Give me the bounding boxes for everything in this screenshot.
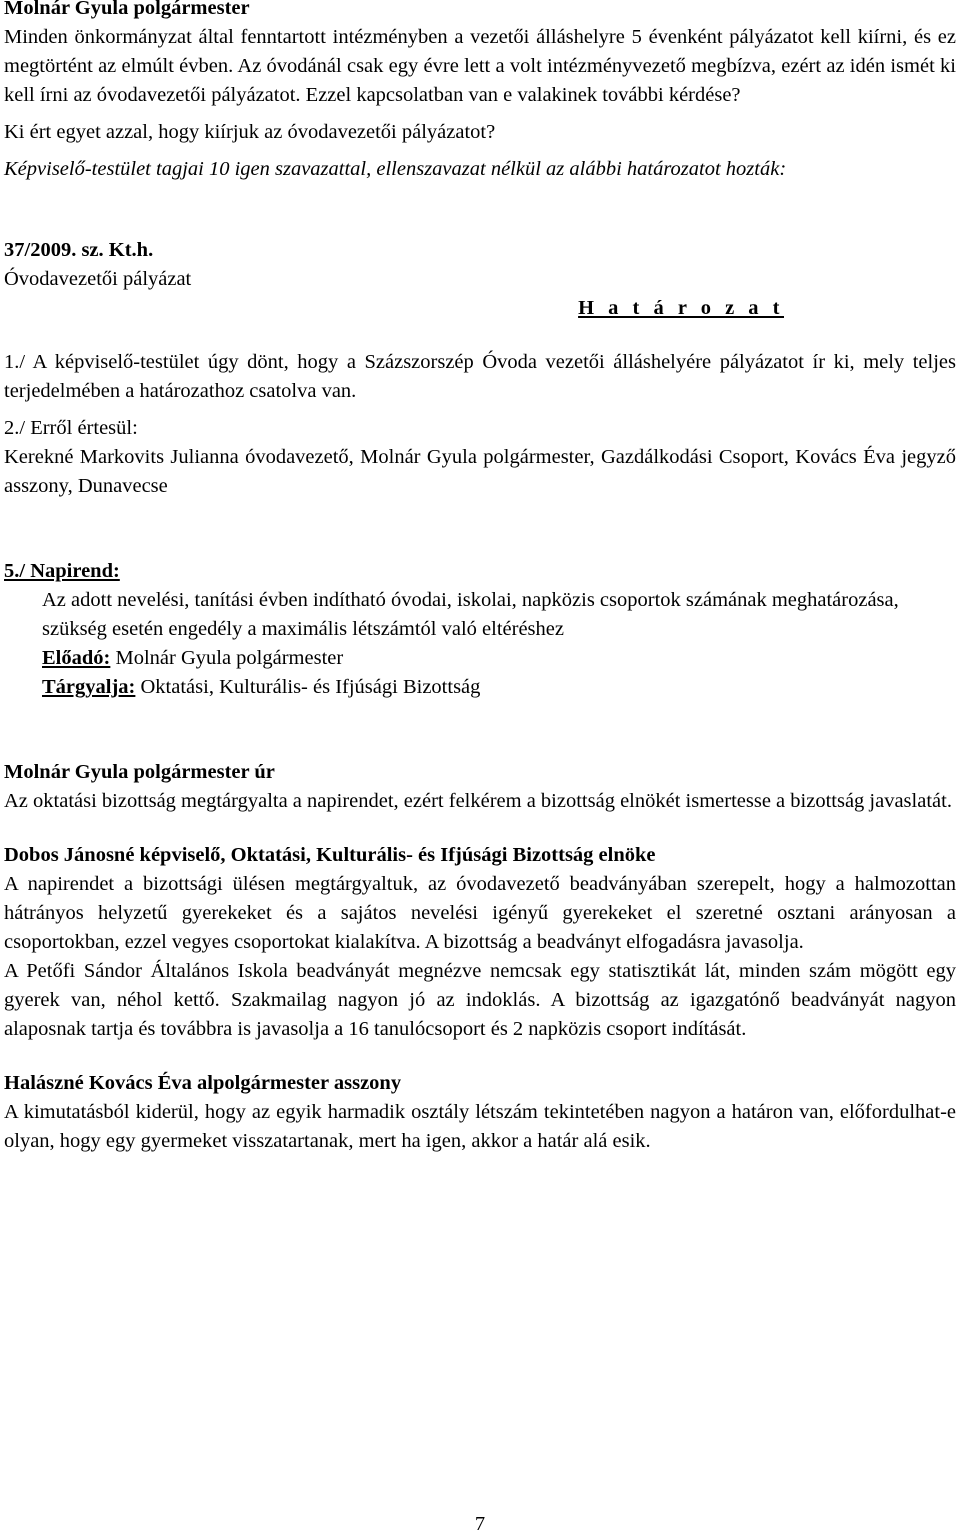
intro-paragraph: Minden önkormányzat által fenntartott intézményben a vezetői álláshelyre 5 évenként pályázatot kell kiírni, és ez megtörtént az elmúlt évben. Az óvodánál csak egy évre lett a volt intézményvezető megbízva, ezért az idén ismét ki kell írni az óvodavezetői pályázatot. Ezzel kapcsolatban van e valakinek további kérdése? (4, 26, 956, 106)
resolution-point-2-label: 2./ Erről értesül: (4, 417, 138, 439)
agenda-label: 5./ Napirend: (4, 560, 120, 582)
speech-chair-text-1: A napirendet a bizottsági ülésen megtárgyaltuk, az óvodavezető beadványában szerepelt, hogy a halmozottan hátrányos helyzetű gyerekeket és a sajátos nevelési igényű gyerekeket el szeretné osztani arányosan a csoportokban, ezzel vegyes csoportokat kialakítva. A bizottság a beadványt elfogadásra javasolja. (4, 873, 956, 953)
speech-mayor-text: Az oktatási bizottság megtárgyalta a napirendet, ezért felkérem a bizottság elnökét ismertesse a bizottság javaslatát. (4, 790, 952, 812)
resolution-point-1: 1./ A képviselő-testület úgy dönt, hogy a Százszorszép Óvoda vezetői álláshelyére pályázatot ír ki, mely teljes terjedelmében a határozathoz csatolva van. (4, 351, 956, 402)
document-page (4, 0, 956, 1156)
committee-name: Oktatási, Kulturális- és Ifjúsági Bizottság (135, 676, 481, 698)
resolution-point-2-recipients: Kerekné Markovits Julianna óvodavezető, Molnár Gyula polgármester, Gazdálkodási Csoport, Kovács Éva jegyző asszony, Dunavecse (4, 446, 956, 497)
speech-deputy-text: A kimutatásból kiderül, hogy az egyik harmadik osztály létszám tekintetében nagyon a határon van, előfordulhat-e olyan, hogy egy gyermeket visszatartanak, mert ha igen, akkor a határ alá esik. (4, 1101, 956, 1152)
discussed-label: Tárgyalja: (42, 676, 136, 698)
vote-result: Képviselő-testület tagjai 10 igen szavazattal, ellenszavazat nélkül az alábbi határozatot hozták: (4, 158, 787, 180)
speaker-committee-chair: Dobos Jánosné képviselő, Oktatási, Kulturális- és Ifjúsági Bizottság elnöke (4, 844, 656, 866)
agenda-text: Az adott nevelési, tanítási évben indítható óvodai, iskolai, napközis csoportok számának meghatározása, szükség esetén engedély a maximális létszámtól való eltéréshez (42, 589, 899, 640)
presenter-label: Előadó: (42, 647, 111, 669)
vote-question: Ki ért egyet azzal, hogy kiírjuk az óvodavezetői pályázatot? (4, 121, 496, 143)
resolution-subject: Óvodavezetői pályázat (4, 268, 192, 290)
page-number: 7 (474, 1513, 486, 1535)
agenda-committee (4, 673, 956, 702)
resolution-number: 37/2009. sz. Kt.h. (4, 239, 154, 261)
speaker-mayor-2: Molnár Gyula polgármester úr (4, 761, 275, 783)
agenda-presenter (4, 644, 956, 673)
resolution-heading: H a t á r o z a t (578, 297, 784, 319)
presenter-name: Molnár Gyula polgármester (110, 647, 344, 669)
speaker-deputy-mayor: Halászné Kovács Éva alpolgármester asszony (4, 1072, 402, 1094)
speaker-mayor: Molnár Gyula polgármester (4, 0, 250, 19)
speech-chair-text-2: A Petőfi Sándor Általános Iskola beadványát megnézve nemcsak egy statisztikát lát, minden szám mögött egy gyerek van, néhol kettő. Szakmailag nagyon jó az indoklás. A bizottság az igazgatónő beadványát nagyon alaposnak tartja és továbbra is javasolja a 16 tanulócsoport és 2 napközis csoport indítását. (4, 960, 956, 1040)
